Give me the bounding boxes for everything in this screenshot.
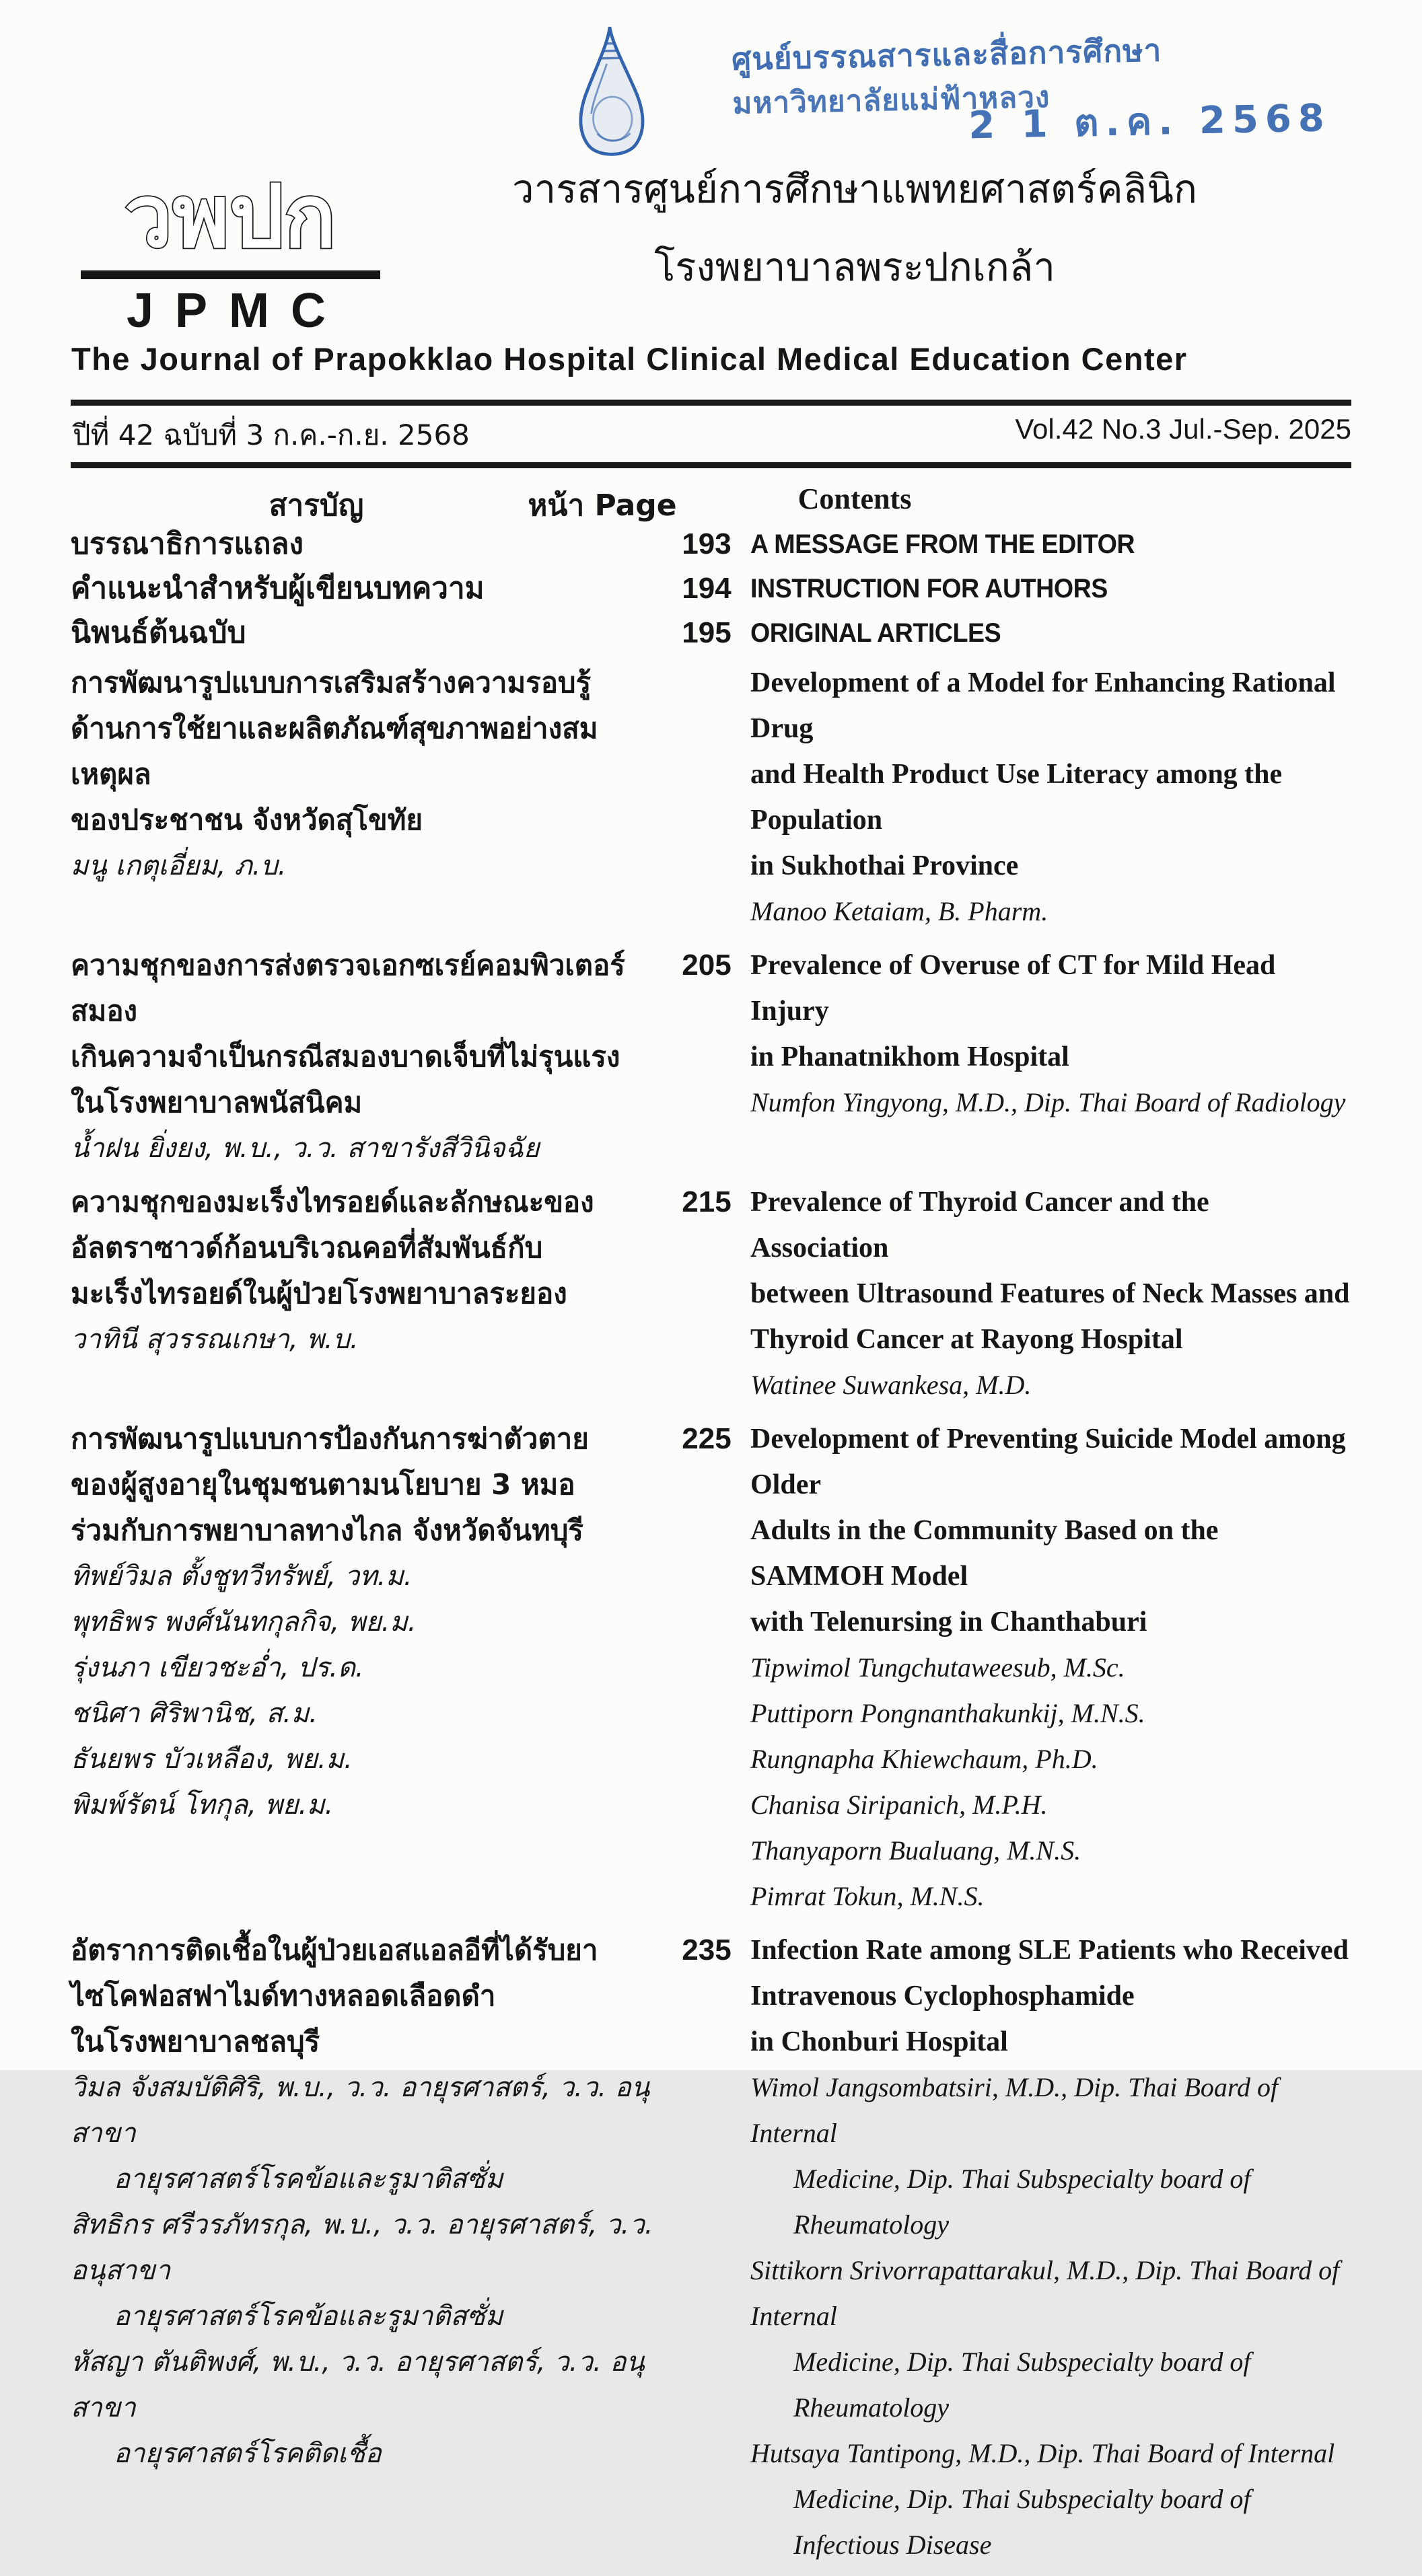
toc-author-line-en: Manoo Ketaiam, B. Pharm. (750, 896, 1048, 926)
toc-title-line-en: Development of a Model for Enhancing Rational Drug (750, 667, 1336, 744)
toc-thai-column (71, 527, 663, 562)
toc-authors-english (750, 1362, 1353, 1408)
toc-title-line-th: คำแนะนำสำหรับผู้เขียนบทความ (71, 571, 485, 605)
toc-author-line-th: วิมล จังสมบัติศิริ, พ.บ., ว.ว. อายุรศาสตร์, ว.ว. อนุสาขา (71, 2072, 650, 2149)
toc-entry (71, 660, 1353, 934)
toc-title-line-th: การพัฒนารูปแบบการป้องกันการฆ่าตัวตาย (71, 1422, 589, 1455)
toc-author-line-th: อายุรศาสตร์โรคข้อและรูมาติสซั่ม (114, 2301, 503, 2332)
toc-title-line-th: นิพนธ์ต้นฉบับ (71, 616, 246, 650)
toc-author-line-en: Medicine, Dip. Thai Subspecialty board of Rheumatology (793, 2164, 1251, 2240)
toc-author-line-th: หัสญา ตันติพงศ์, พ.บ., ว.ว. อายุรศาสตร์, ว.ว. อนุสาขา (71, 2347, 645, 2423)
toc-title-line-th: อัลตราซาวด์ก้อนบริเวณคอที่สัมพันธ์กับ (71, 1231, 543, 1264)
toc-column-headers (0, 482, 1422, 523)
toc-entry (71, 1927, 1353, 2568)
toc-title-thai (71, 660, 663, 843)
toc-entries (71, 527, 1353, 2576)
toc-title-thai (71, 1927, 663, 2065)
toc-title-line-en: with Telenursing in Chanthaburi (750, 1607, 1147, 1637)
toc-title-line-th: ความชุกของการส่งตรวจเอกซเรย์คอมพิวเตอร์สมอง (71, 949, 625, 1027)
toc-header-page: หน้า Page (528, 488, 677, 523)
issue-info-english: Vol.42 No.3 Jul.-Sep. 2025 (1015, 413, 1351, 445)
toc-title-line-en: Prevalence of Overuse of CT for Mild Head Injury (750, 950, 1276, 1027)
toc-title-english (750, 527, 1353, 562)
library-stamp (563, 11, 1332, 167)
toc-title-line-en: Intravenous Cyclophosphamide (750, 1981, 1135, 2012)
issue-info-thai: ปีที่ 42 ฉบับที่ 3 ก.ค.-ก.ย. 2568 (73, 418, 470, 451)
toc-title-line-th: ของประชาชน จังหวัดสุโขทัย (71, 803, 423, 836)
toc-english-column (750, 943, 1353, 1171)
toc-author-line-en: Hutsaya Tantipong, M.D., Dip. Thai Board of Internal (750, 2438, 1335, 2468)
toc-author-line-th: มนู เกตุเอี่ยม, ภ.บ. (71, 850, 287, 881)
toc-title-line-th: ของผู้สูงอายุในชุมชนตามนโยบาย 3 หมอ (71, 1468, 575, 1501)
toc-authors-english (750, 889, 1353, 934)
toc-author-line-th: อายุรศาสตร์โรคติดเชื้อ (114, 2438, 382, 2469)
toc-title-thai (71, 571, 663, 606)
journal-title-english: The Journal of Prapokklao Hospital Clinical Medical Education Center (71, 341, 1188, 377)
toc-title-line-th: อัตราการติดเชื้อในผู้ป่วยเอสแอลอีที่ได้รับยา (71, 1934, 598, 1966)
toc-title-line-th: ร่วมกับการพยาบาลทางไกล จังหวัดจันทบุรี (71, 1514, 583, 1547)
toc-title-line-en: Thyroid Cancer at Rayong Hospital (750, 1324, 1183, 1355)
toc-title-line-th: เกินความจำเป็นกรณีสมองบาดเจ็บที่ไม่รุนแรง (71, 1040, 620, 1073)
toc-title-thai (71, 943, 663, 1126)
logo-thai-outline (78, 164, 382, 265)
toc-english-column (750, 1179, 1353, 1408)
logo-divider-bar (81, 270, 380, 279)
toc-english-column (750, 527, 1353, 562)
toc-header-thai: สารบัญ (269, 488, 364, 523)
toc-title-line-en: Development of Preventing Suicide Model among Older (750, 1424, 1346, 1500)
toc-header-contents: Contents (797, 482, 912, 515)
toc-author-line-th: ชนิศา ศิริพานิช, ส.ม. (71, 1698, 318, 1729)
toc-title-thai (71, 527, 663, 562)
toc-title-line-th: ไซโคฟอสฟาไมด์ทางหลอดเลือดดำ (71, 1979, 496, 2012)
toc-author-line-th: พุทธิพร พงศ์นันทกุลกิจ, พย.ม. (71, 1607, 417, 1637)
toc-entry (71, 1416, 1353, 1919)
toc-entry (71, 527, 1353, 562)
toc-title-thai (71, 1179, 663, 1317)
toc-page-number (663, 660, 750, 934)
toc-title-line-th: ความชุกของมะเร็งไทรอยด์และลักษณะของ (71, 1185, 594, 1218)
toc-title-line-en: in Sukhothai Province (750, 850, 1019, 881)
rule-top (71, 400, 1351, 406)
toc-entry (71, 616, 1353, 651)
toc-english-column (750, 660, 1353, 934)
toc-title-thai (71, 616, 663, 651)
toc-author-line-th: สิทธิกร ศรีวรภัทรกุล, พ.บ., ว.ว. อายุรศาสตร์, ว.ว. อนุสาขา (71, 2209, 653, 2286)
toc-author-line-th: น้ำฝน ยิ่งยง, พ.บ., ว.ว. สาขารังสีวินิจฉัย (71, 1133, 540, 1164)
toc-title-line-th: การพัฒนารูปแบบการเสริมสร้างความรอบรู้ (71, 666, 592, 699)
rule-bottom (71, 462, 1351, 468)
toc-title-line-en: and Health Product Use Literacy among the Population (750, 759, 1283, 836)
toc-authors-thai (71, 1126, 663, 1171)
toc-entry (71, 571, 1353, 606)
toc-author-line-en: Rungnapha Khiewchaum, Ph.D. (750, 1744, 1098, 1774)
toc-page-number: 194 (682, 572, 732, 605)
journal-title-thai-line1: วารสารศูนย์การศึกษาแพทยศาสตร์คลินิก (512, 166, 1197, 212)
toc-author-line-en: Medicine, Dip. Thai Subspecialty board of Rheumatology (793, 2347, 1251, 2423)
toc-english-column (750, 1416, 1353, 1919)
toc-title-line-en: in Phanatnikhom Hospital (750, 1041, 1069, 1072)
toc-page-number: 215 (682, 1185, 732, 1218)
toc-author-line-en: Puttiporn Pongnanthakunkij, M.N.S. (750, 1698, 1145, 1728)
toc-authors-thai (71, 1317, 663, 1362)
toc-entry (71, 943, 1353, 1171)
toc-title-line-th: ในโรงพยาบาลชลบุรี (71, 2025, 320, 2058)
toc-authors-thai (71, 2065, 663, 2476)
toc-english-column (750, 616, 1353, 651)
toc-title-english (750, 660, 1353, 889)
stamp-org-line2: มหาวิทยาลัยแม่ฟ้าหลวง (732, 79, 1051, 121)
toc-author-line-en: Pimrat Tokun, M.N.S. (750, 1881, 985, 1911)
toc-thai-column (71, 1179, 663, 1408)
toc-author-line-th: วาทินี สุวรรณเกษา, พ.บ. (71, 1324, 359, 1355)
toc-title-line-en: INSTRUCTION FOR AUTHORS (750, 574, 1108, 603)
toc-page-number: 235 (682, 1934, 732, 1966)
toc-title-english (750, 616, 1353, 651)
toc-title-english (750, 1416, 1353, 1645)
toc-author-line-en: Medicine, Dip. Thai Subspecialty board of Infectious Disease (793, 2484, 1251, 2560)
toc-thai-column (71, 943, 663, 1171)
toc-author-line-en: Numfon Yingyong, M.D., Dip. Thai Board of Radiology (750, 1087, 1346, 1117)
logo-thai-text: วพปก (124, 167, 336, 267)
toc-author-line-th: รุ่งนภา เขียวชะอ่ำ, ปร.ด. (71, 1652, 364, 1683)
journal-logo (78, 164, 382, 338)
toc-thai-column (71, 616, 663, 651)
toc-title-english (750, 943, 1353, 1080)
toc-thai-column (71, 1927, 663, 2568)
toc-authors-english (750, 2065, 1353, 2568)
toc-authors-english (750, 1645, 1353, 1919)
toc-thai-column (71, 1416, 663, 1919)
toc-thai-column (71, 571, 663, 606)
toc-title-line-en: in Chonburi Hospital (750, 2026, 1008, 2057)
toc-authors-thai (71, 1553, 663, 1828)
toc-title-line-en: Adults in the Community Based on the SAMMOH Model (750, 1515, 1219, 1592)
toc-entry (71, 1179, 1353, 1408)
toc-title-line-en: ORIGINAL ARTICLES (750, 618, 1001, 648)
toc-author-line-th: ทิพย์วิมล ตั้งชูทวีทรัพย์, วท.ม. (71, 1561, 413, 1592)
toc-title-line-en: A MESSAGE FROM THE EDITOR (750, 529, 1135, 559)
toc-author-line-th: พิมพ์รัตน์ โทกุล, พย.ม. (71, 1790, 334, 1820)
toc-author-line-en: Thanyaporn Bualuang, M.N.S. (750, 1835, 1081, 1866)
toc-title-english (750, 571, 1353, 606)
issue-bar (73, 413, 1351, 457)
toc-title-line-en: Prevalence of Thyroid Cancer and the Association (750, 1187, 1209, 1263)
toc-author-line-en: Tipwimol Tungchutaweesub, M.Sc. (750, 1652, 1125, 1683)
stamp-org-line1: ศูนย์บรรณสารและสื่อการศึกษา (731, 32, 1162, 77)
toc-title-line-th: บรรณาธิการแถลง (71, 527, 304, 561)
toc-thai-column (71, 660, 663, 934)
toc-title-english (750, 1179, 1353, 1362)
toc-title-line-en: between Ultrasound Features of Neck Masses and (750, 1278, 1350, 1309)
toc-title-line-th: มะเร็งไทรอยด์ในผู้ป่วยโรงพยาบาลระยอง (71, 1277, 567, 1310)
toc-page-number: 205 (682, 949, 732, 982)
toc-page-number: 193 (682, 527, 732, 560)
masthead-thai-title (414, 166, 1295, 290)
toc-author-line-en: Watinee Suwankesa, M.D. (750, 1370, 1032, 1400)
university-emblem-icon (563, 22, 660, 165)
toc-english-column (750, 571, 1353, 606)
stamp-date: 2 1 ต.ค. 2568 (968, 96, 1332, 148)
toc-page-number: 195 (682, 616, 732, 649)
toc-title-line-th: ด้านการใช้ยาและผลิตภัณฑ์สุขภาพอย่างสมเหตุผล (71, 712, 598, 790)
toc-title-line-th: ในโรงพยาบาลพนัสนิคม (71, 1086, 363, 1119)
toc-title-english (750, 1927, 1353, 2065)
toc-title-thai (71, 1416, 663, 1553)
toc-english-column (750, 1927, 1353, 2568)
toc-authors-thai (71, 843, 663, 889)
toc-author-line-en: Chanisa Siripanich, M.P.H. (750, 1790, 1048, 1820)
toc-authors-english (750, 1080, 1353, 1126)
toc-author-line-th: อายุรศาสตร์โรคข้อและรูมาติสซั่ม (114, 2164, 503, 2195)
toc-title-line-en: Infection Rate among SLE Patients who Received (750, 1935, 1349, 1966)
toc-author-line-en: Sittikorn Srivorrapattarakul, M.D., Dip. Thai Board of Internal (750, 2255, 1340, 2331)
logo-latin-text: JPMC (126, 284, 348, 338)
journal-title-thai-line2: โรงพยาบาลพระปกเกล้า (654, 244, 1055, 290)
toc-author-line-th: ธันยพร บัวเหลือง, พย.ม. (71, 1744, 353, 1775)
toc-page-number: 225 (682, 1422, 732, 1455)
toc-author-line-en: Wimol Jangsombatsiri, M.D., Dip. Thai Board of Internal (750, 2072, 1279, 2148)
